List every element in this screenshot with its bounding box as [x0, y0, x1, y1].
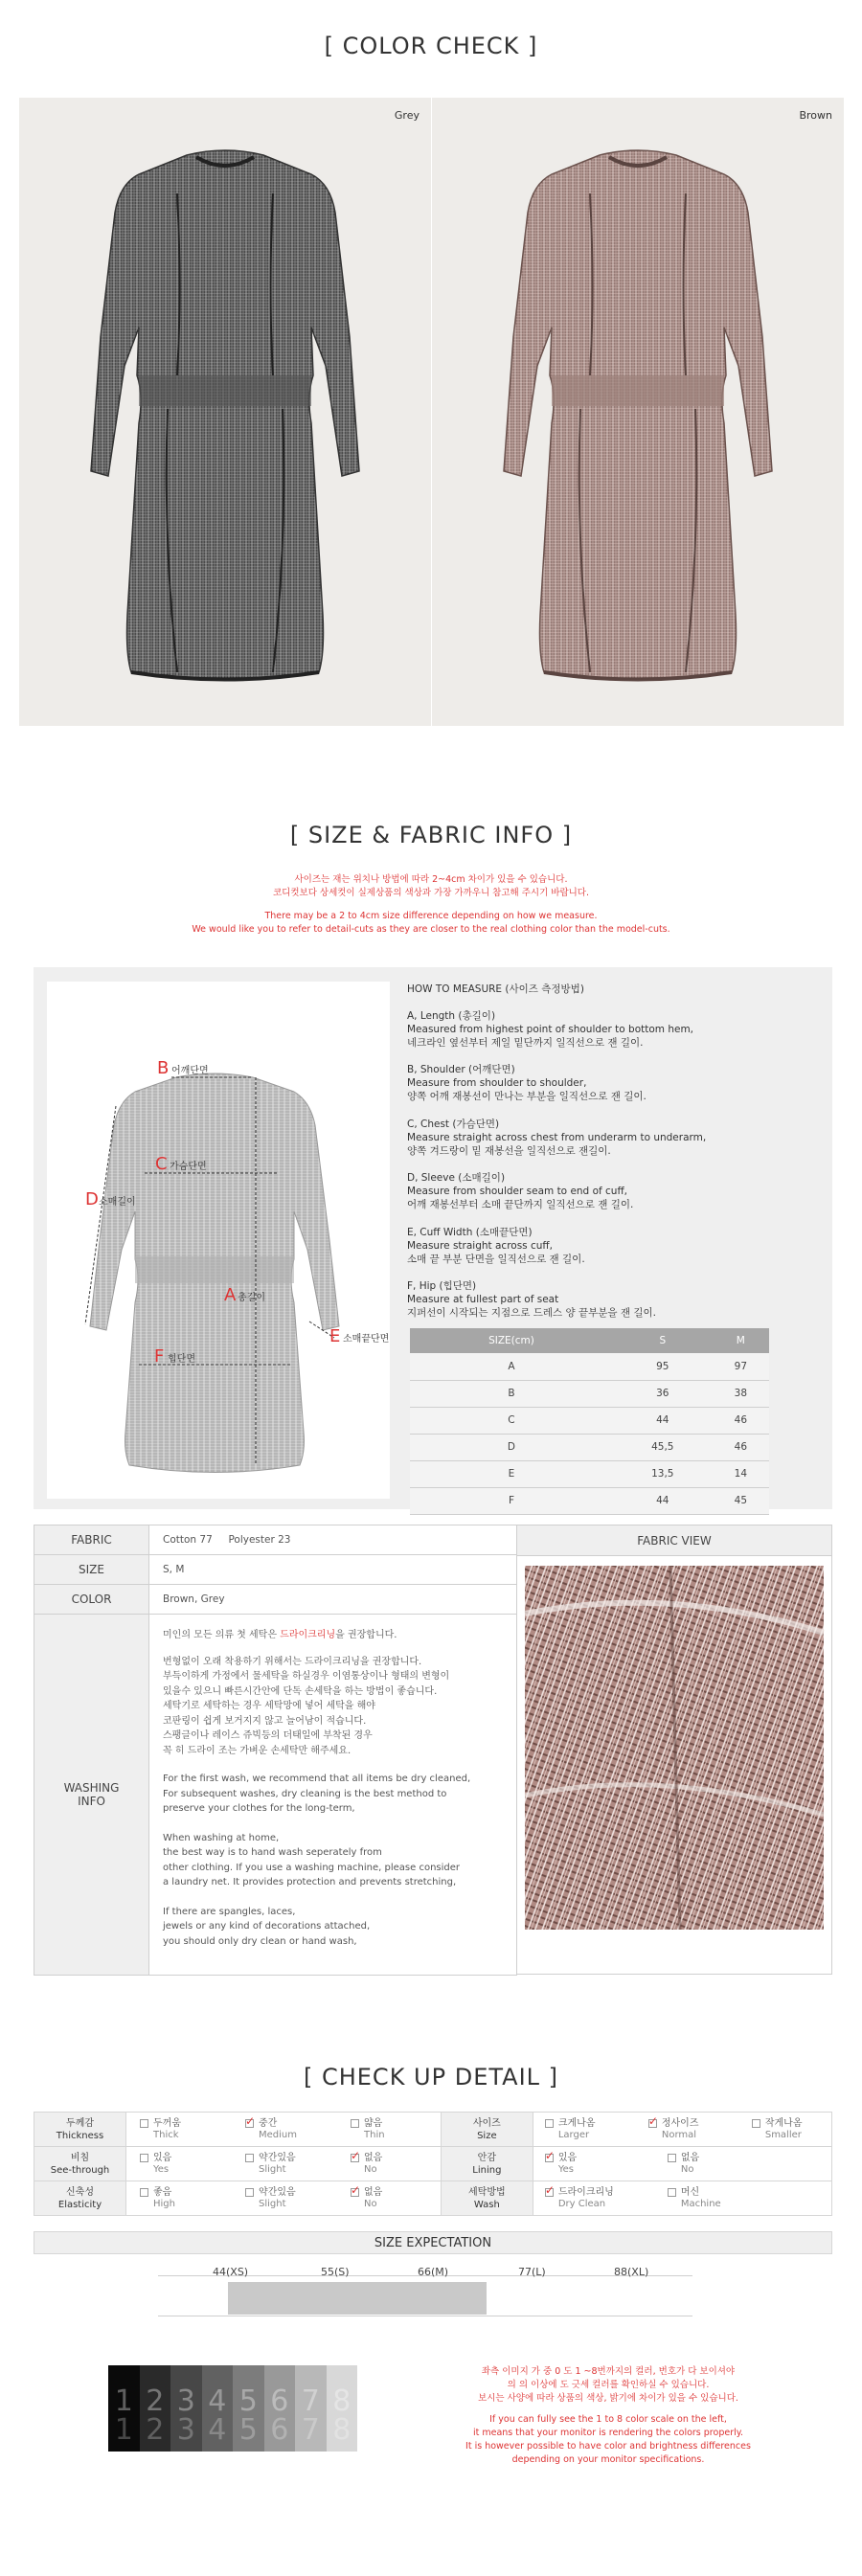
option-kr: 좋음: [153, 2186, 172, 2198]
table-row: [34, 2181, 832, 2216]
size-cell: 14: [713, 1460, 769, 1487]
scale-step: [264, 2365, 296, 2452]
size-cell: 38: [713, 1380, 769, 1407]
option-kr: 중간: [259, 2117, 278, 2129]
monitor-note: [436, 2365, 781, 2467]
option-kr: 없음: [364, 2152, 383, 2163]
washing-en-line: When washing at home,: [163, 1832, 280, 1843]
scale-number: 1: [114, 2413, 133, 2447]
option-slight[interactable]: [245, 2153, 351, 2176]
monitor-note-en: It is however possible to have color and brightness differences: [465, 2441, 751, 2452]
measure-item-title: D, Sleeve (소매길이): [407, 1172, 506, 1184]
size-cell: A: [410, 1353, 613, 1380]
checkbox[interactable]: [351, 2154, 359, 2162]
washing-info-text: [149, 1615, 517, 1976]
option-en: Slight: [259, 2198, 286, 2209]
table-row: [34, 2147, 832, 2181]
checkbox[interactable]: [668, 2188, 676, 2197]
label-f: F: [154, 1346, 165, 1367]
washing-en-line: the best way is to hand wash seperately from: [163, 1847, 382, 1858]
checkbox[interactable]: [752, 2119, 760, 2128]
option-kr: 있음: [557, 2152, 578, 2163]
option-en: Dry Clean: [557, 2198, 606, 2209]
checkbox[interactable]: [545, 2154, 554, 2162]
measure-item-kr: 소매 끝 부분 단면을 일직선으로 잰 길이.: [407, 1254, 585, 1265]
washing-en-line: you should only dry clean or hand wash,: [163, 1935, 357, 1947]
check-up-title: [ CHECK UP DETAIL ]: [303, 2064, 559, 2090]
label-kr: 안감: [477, 2152, 496, 2163]
checkbox[interactable]: [245, 2119, 254, 2128]
lining-label: [441, 2147, 533, 2181]
scale-number: 5: [238, 2384, 258, 2418]
washing-kr-first: [163, 1628, 516, 1643]
washing-kr-highlight: 드라이크리닝: [280, 1630, 336, 1640]
measure-item-kr: 지퍼선이 시작되는 지점으로 드레스 양 끝부분을 잰 길이.: [407, 1307, 656, 1319]
grey-label: Grey: [394, 109, 420, 122]
size-header-m: M: [713, 1328, 769, 1353]
measure-item-title: E, Cuff Width (소매끝단면): [407, 1227, 533, 1238]
color-value: Brown, Grey: [149, 1585, 517, 1615]
checkbox[interactable]: [545, 2119, 554, 2128]
washing-kr-line: 있을수 있으니 빠른시간안에 단독 손세탁을 하는 방법이 좋습니다.: [163, 1685, 438, 1697]
checkbox[interactable]: [351, 2119, 359, 2128]
option-slight[interactable]: [245, 2187, 351, 2210]
size-cell: D: [410, 1434, 613, 1460]
fabric-label: FABRIC: [34, 1525, 149, 1555]
option-smaller[interactable]: [752, 2118, 819, 2141]
monitor-note-en: depending on your monitor specifications.: [511, 2454, 705, 2465]
scale-number: 6: [270, 2413, 289, 2447]
option-en: No: [364, 2198, 377, 2209]
washing-kr-line: 스팽글이나 레이스 쥬빅등의 더태일에 부착된 경우: [163, 1730, 373, 1741]
measure-item-en: Measure from shoulder seam to end of cuff,: [407, 1186, 628, 1197]
washing-kr-line: 부득이하게 가정에서 물세탁을 하실경우 이염통상이나 형태의 변형이: [163, 1671, 450, 1682]
option-kr: 작게나옴: [764, 2117, 803, 2129]
measure-item-en: Measured from highest point of shoulder to bottom hem,: [407, 1024, 694, 1035]
size-cell: 46: [713, 1434, 769, 1460]
option-kr: 얇음: [364, 2117, 383, 2129]
washing-en-line: a laundry net. It provides protection and prevents stretching,: [163, 1877, 457, 1887]
option-thin[interactable]: [351, 2118, 427, 2141]
how-to-measure-panel: [34, 967, 832, 1509]
option-kr: 없음: [680, 2152, 700, 2163]
checkbox[interactable]: [648, 2119, 657, 2128]
size-cell: 36: [613, 1380, 713, 1407]
elasticity-options: [126, 2181, 442, 2216]
option-kr: 드라이크리닝: [557, 2186, 614, 2198]
wash-label: [441, 2181, 533, 2216]
measure-item-kr: 양쪽 어깨 재봉선이 만나는 부분을 일직선으로 잰 길이.: [407, 1091, 646, 1102]
monitor-note-en: it means that your monitor is rendering the colors properly.: [472, 2428, 744, 2438]
fabric-info-table: [34, 1525, 517, 1976]
scale-step: [233, 2365, 264, 2452]
measure-item-title: F, Hip (힙단면): [407, 1280, 477, 1292]
option-en: Smaller: [764, 2129, 802, 2140]
size-cell: B: [410, 1380, 613, 1407]
size-expectation-title: SIZE EXPECTATION: [34, 2231, 832, 2254]
size-cell: C: [410, 1407, 613, 1434]
measure-item-b: [407, 1063, 646, 1103]
label-a-kr: 총길이: [238, 1293, 265, 1303]
option-no[interactable]: [351, 2153, 427, 2176]
size-cell: F: [410, 1487, 613, 1514]
check-up-table: [34, 2112, 832, 2216]
label-e: E: [329, 1326, 341, 1346]
scale-number: 1: [114, 2384, 133, 2418]
option-en: Thick: [153, 2129, 179, 2140]
option-en: High: [153, 2198, 175, 2209]
measure-item-title: C, Chest (가슴단면): [407, 1119, 500, 1130]
measure-heading: HOW TO MEASURE (사이즈 측정방법): [407, 983, 584, 995]
label-e-kr: 소매끝단면: [343, 1334, 390, 1344]
option-larger[interactable]: [545, 2118, 648, 2141]
size-cell: 95: [613, 1353, 713, 1380]
table-row: [410, 1487, 769, 1514]
size-fabric-title: [ SIZE & FABRIC INFO ]: [289, 822, 573, 848]
elasticity-label: [34, 2181, 126, 2216]
washing-kr-text: 미인의 모든 의류 첫 세탁은: [163, 1630, 281, 1640]
checkbox[interactable]: [668, 2154, 676, 2162]
fabric-value: Cotton 77 Polyester 23: [149, 1525, 517, 1555]
measure-item-en: Measure at fullest part of seat: [407, 1294, 559, 1305]
monitor-note-kr: 의 의 이상에 도 긋세 컬러를 확인하실 수 있습니다.: [507, 2380, 710, 2390]
table-row: [34, 1555, 517, 1585]
size-expectation-bar: [228, 2282, 487, 2315]
size-cell: 44: [613, 1407, 713, 1434]
see-through-options: [126, 2147, 442, 2181]
measure-item-en: Measure from shoulder to shoulder,: [407, 1077, 587, 1089]
measure-item-f: [407, 1279, 656, 1320]
washing-info-label: [34, 1615, 149, 1976]
scale-number: 6: [270, 2384, 289, 2418]
option-en: Yes: [153, 2163, 170, 2175]
scale-number: 2: [146, 2413, 165, 2447]
measure-item-d: [407, 1171, 633, 1211]
option-kr: 있음: [153, 2152, 172, 2163]
measure-dress-image: [47, 982, 390, 1499]
size-cell: 97: [713, 1353, 769, 1380]
label-c: C: [155, 1154, 168, 1174]
brown-label: Brown: [799, 109, 832, 122]
size-cell: 13,5: [613, 1460, 713, 1487]
option-normal[interactable]: [648, 2118, 752, 2141]
table-row: [34, 1615, 517, 1976]
table-row: [410, 1407, 769, 1434]
size-label-l: 77(L): [518, 2266, 546, 2278]
size-label-m: 66(M): [418, 2266, 449, 2278]
grey-dress-image: [72, 136, 378, 711]
notice-kr-2: 코디컷보다 상세컷이 실제상품의 색상과 가장 가까우니 참고해 주시기 바랍니다.: [272, 888, 590, 898]
label-b: B: [157, 1058, 170, 1078]
label-kr: 두께감: [66, 2117, 94, 2129]
washing-kr-line: 세탁기로 세탁하는 경우 세탁망에 넣어 세탁을 해야: [163, 1701, 375, 1711]
label-en: Lining: [472, 2164, 502, 2176]
color-check-title: [ COLOR CHECK ]: [324, 33, 538, 59]
measure-diagram: [47, 982, 390, 1499]
measure-item-kr: 어깨 재봉선부터 소매 끝단까지 일직선으로 잰 길이.: [407, 1199, 634, 1210]
measure-item-e: [407, 1226, 585, 1266]
washing-label-line: INFO: [78, 1795, 105, 1808]
label-b-kr: 어깨단면: [171, 1066, 209, 1076]
option-en: Thin: [364, 2129, 385, 2140]
option-dry-clean[interactable]: [545, 2187, 668, 2210]
measure-item-title: B, Shoulder (어깨단면): [407, 1064, 515, 1075]
scale-step: [202, 2365, 234, 2452]
scale-step: [140, 2365, 171, 2452]
notice-en-2: We would like you to refer to detail-cuts as they are closer to the real clothing color than the model-cuts.: [192, 924, 670, 935]
color-label: COLOR: [34, 1585, 149, 1615]
scale-number: 8: [332, 2384, 352, 2418]
measure-item-en: Measure straight across chest from underarm to underarm,: [407, 1132, 707, 1143]
option-kr: 정사이즈: [661, 2117, 699, 2129]
washing-kr-line: 꼭 히 드라이 조는 가벼운 손세탁만 해주세요.: [163, 1745, 352, 1756]
fabric-view-panel: [517, 1525, 832, 1975]
measure-item-en: Measure straight across cuff,: [407, 1240, 553, 1252]
option-kr: 약간있음: [259, 2186, 296, 2198]
option-en: Medium: [259, 2129, 297, 2140]
monitor-note-kr: 보시는 사양에 따라 상품의 색상, 밝기에 차이가 있을 수 있습니다.: [478, 2393, 738, 2404]
label-kr: 세탁방법: [468, 2186, 506, 2198]
option-high[interactable]: [140, 2187, 245, 2210]
size-label-xl: 88(XL): [614, 2266, 649, 2278]
option-yes[interactable]: [545, 2153, 668, 2176]
option-en: Slight: [259, 2163, 286, 2175]
checkbox[interactable]: [245, 2154, 254, 2162]
option-en: Machine: [680, 2198, 721, 2209]
monitor-note-en: If you can fully see the 1 to 8 color scale on the left,: [489, 2414, 727, 2425]
label-kr: 비침: [70, 2152, 90, 2163]
option-en: Larger: [557, 2129, 590, 2140]
notice-kr-1: 사이즈는 재는 위치나 방법에 따라 2~4cm 차이가 있을 수 있습니다.: [294, 874, 568, 885]
grey-dress-panel: [19, 98, 431, 726]
scale-step: [108, 2365, 140, 2452]
scale-number: 2: [146, 2384, 165, 2418]
scale-number: 4: [208, 2384, 227, 2418]
label-f-kr: 힙단면: [168, 1354, 195, 1365]
washing-kr-line: 번형없이 오래 착용하기 위해서는 드라이크리닝을 권장합니다.: [163, 1656, 422, 1667]
table-row: [410, 1380, 769, 1407]
washing-en-line: If there are spangles, laces,: [163, 1906, 296, 1917]
scale-step: [327, 2365, 358, 2452]
thickness-label: [34, 2113, 126, 2147]
label-a: A: [224, 1285, 237, 1305]
size-table: [410, 1328, 769, 1515]
label-en: Elasticity: [57, 2199, 102, 2210]
scale-number: 7: [301, 2413, 320, 2447]
scale-number: 7: [301, 2384, 320, 2418]
checkbox[interactable]: [545, 2188, 554, 2197]
checkbox[interactable]: [351, 2188, 359, 2197]
brown-dress-image: [485, 136, 791, 711]
washing-kr-line: 코판링이 쉽게 보거지지 않고 늘어남이 적습니다.: [163, 1715, 367, 1727]
washing-en-line: For subsequent washes, dry cleaning is the best method to: [163, 1788, 447, 1799]
option-en: Normal: [661, 2129, 697, 2140]
label-en: Thickness: [56, 2130, 104, 2141]
size-cell: 45: [713, 1487, 769, 1514]
label-kr: 사이즈: [472, 2117, 501, 2129]
option-kr: 약간있음: [259, 2152, 296, 2163]
option-machine[interactable]: [668, 2187, 744, 2210]
table-row: [34, 1585, 517, 1615]
table-row: [410, 1434, 769, 1460]
table-row: [410, 1460, 769, 1487]
table-row: [34, 1525, 517, 1555]
washing-en-line: preserve your clothes for the long-term,: [163, 1803, 355, 1814]
notice-en-1: There may be a 2 to 4cm size difference depending on how we measure.: [264, 911, 598, 921]
scale-number: 3: [176, 2384, 195, 2418]
see-through-label: [34, 2147, 126, 2181]
fabric-closeup-image: [517, 1556, 831, 1975]
washing-en-line: jewels or any kind of decorations attached,: [163, 1921, 371, 1932]
option-en: Yes: [557, 2163, 574, 2175]
washing-kr-text: 을 권장합니다.: [335, 1630, 397, 1640]
size-header-cm: SIZE(cm): [410, 1328, 613, 1353]
size-cell: 46: [713, 1407, 769, 1434]
option-kr: 크게나옴: [557, 2117, 596, 2129]
scale-number: 8: [332, 2413, 352, 2447]
option-kr: 머신: [680, 2186, 700, 2198]
monitor-note-kr: 좌측 이미지 가 중 0 도 1 ~8번까지의 컬러, 번호가 다 보이셔야: [481, 2366, 736, 2377]
checkbox[interactable]: [140, 2119, 148, 2128]
measure-item-kr: 양쪽 겨드랑이 밑 재봉선을 일직선으로 잰길이.: [407, 1145, 611, 1157]
size-label: SIZE: [34, 1555, 149, 1585]
scale-number: 4: [208, 2413, 227, 2447]
option-medium[interactable]: [245, 2118, 351, 2141]
washing-en-line: other clothing. If you use a washing machine, please consider: [163, 1862, 461, 1873]
measure-item-a: [407, 1009, 693, 1050]
option-thick[interactable]: [140, 2118, 245, 2141]
size-label-xs: 44(XS): [213, 2266, 249, 2278]
checkbox[interactable]: [245, 2188, 254, 2197]
scale-step: [170, 2365, 202, 2452]
option-no[interactable]: [668, 2153, 744, 2176]
thickness-options: [126, 2113, 442, 2147]
option-kr: 두꺼움: [153, 2117, 181, 2129]
size-cell: 44: [613, 1487, 713, 1514]
label-kr: 신축성: [66, 2186, 94, 2198]
table-row: [410, 1353, 769, 1380]
option-en: No: [364, 2163, 377, 2175]
option-no[interactable]: [351, 2187, 427, 2210]
size-label-s: 55(S): [321, 2266, 350, 2278]
scale-number: 3: [176, 2413, 195, 2447]
fabric-view-title: FABRIC VIEW: [517, 1525, 831, 1556]
scale-number: 5: [238, 2413, 258, 2447]
checkbox[interactable]: [140, 2154, 148, 2162]
option-yes[interactable]: [140, 2153, 245, 2176]
measure-item-c: [407, 1118, 706, 1158]
brown-dress-panel: [432, 98, 844, 726]
checkbox[interactable]: [140, 2188, 148, 2197]
scale-step: [295, 2365, 327, 2452]
size-table-header: [410, 1328, 769, 1353]
label-en: Size: [477, 2130, 497, 2141]
label-d-kr: 소매길이: [99, 1197, 136, 1208]
size-value: S, M: [149, 1555, 517, 1585]
label-c-kr: 가슴단면: [170, 1162, 207, 1172]
wash-options: [533, 2181, 831, 2216]
lining-options: [533, 2147, 831, 2181]
label-d: D: [85, 1189, 99, 1209]
monitor-color-scale: [108, 2365, 357, 2452]
label-en: Wash: [473, 2199, 500, 2210]
option-kr: 없음: [364, 2186, 383, 2198]
table-row: [34, 2113, 832, 2147]
label-en: See-through: [50, 2164, 110, 2176]
size-fit-options: [533, 2113, 831, 2147]
size-fit-label: [441, 2113, 533, 2147]
measure-item-title: A, Length (총길이): [407, 1010, 496, 1022]
option-en: No: [680, 2163, 694, 2175]
size-header-s: S: [613, 1328, 713, 1353]
size-cell: 45,5: [613, 1434, 713, 1460]
size-cell: E: [410, 1460, 613, 1487]
washing-label-line: WASHING: [63, 1781, 120, 1795]
washing-en-line: For the first wash, we recommend that all items be dry cleaned,: [163, 1774, 471, 1784]
measure-item-kr: 네크라인 옆선부터 제일 밑단까지 일직선으로 잰 길이.: [407, 1037, 644, 1049]
